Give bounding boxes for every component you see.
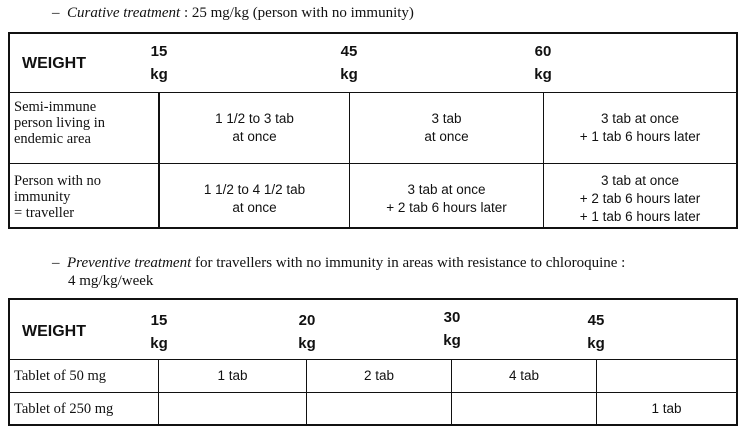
weight-mark-15: 15 kg [150, 312, 168, 352]
preventive-text: for travellers with no immunity in areas with resistance to chloroquine : [191, 255, 626, 271]
table-border-top [8, 298, 738, 300]
weight-mark-20: 20 kg [298, 312, 316, 352]
curative-heading [52, 4, 414, 22]
table-border-right [736, 298, 738, 426]
dose-cell: 3 tab at once + 2 tab 6 hours later + 1 tab 6 hours later [579, 173, 701, 224]
table-border-bottom [8, 424, 738, 426]
table-border-bottom [8, 227, 738, 229]
curative-label: Curative treatment [67, 5, 181, 21]
row-divider [8, 392, 738, 393]
dose-cell: 3 tab at once [424, 111, 469, 144]
table-border-left [8, 32, 10, 229]
weight-mark-45: 45 kg [340, 43, 358, 83]
dose-cell: 1 tab [651, 401, 682, 416]
weight-mark-60: 60 kg [534, 43, 552, 83]
weight-header: WEIGHT [22, 323, 86, 340]
row-divider [8, 92, 738, 93]
row-divider [8, 163, 738, 164]
row-label-tablet-250mg: Tablet of 250 mg [14, 401, 114, 417]
row-label-semi-immune: Semi-immune person living in endemic area [14, 99, 106, 147]
dose-cell: 4 tab [508, 368, 540, 383]
preventive-dose: 4 mg/kg/week [68, 273, 154, 289]
row-divider [8, 359, 738, 360]
weight-mark-15: 15 kg [150, 43, 168, 83]
curative-text: : 25 mg/kg (person with no immunity) [180, 5, 414, 21]
dose-cell: 1 tab [217, 368, 248, 383]
table-border-top [8, 32, 738, 34]
weight-mark-30: 30 kg [443, 309, 461, 349]
bullet-dash: – [52, 255, 60, 271]
dose-cell: 2 tab [363, 368, 395, 383]
row-label-tablet-50mg: Tablet of 50 mg [14, 368, 107, 384]
table-border-right [736, 32, 738, 229]
preventive-heading [52, 254, 625, 272]
table-border-left [8, 298, 10, 426]
bullet-dash: – [52, 5, 60, 21]
dose-cell: 3 tab at once + 1 tab 6 hours later [579, 111, 701, 144]
row-label-no-immunity: Person with no immunity = traveller [14, 173, 101, 221]
weight-mark-45: 45 kg [587, 312, 605, 352]
weight-header: WEIGHT [22, 55, 86, 72]
dose-cell: 1 1/2 to 3 tab at once [215, 111, 294, 144]
dose-cell: 3 tab at once + 2 tab 6 hours later [386, 182, 507, 215]
dose-cell: 1 1/2 to 4 1/2 tab at once [203, 182, 306, 215]
preventive-label: Preventive treatment [67, 255, 192, 271]
